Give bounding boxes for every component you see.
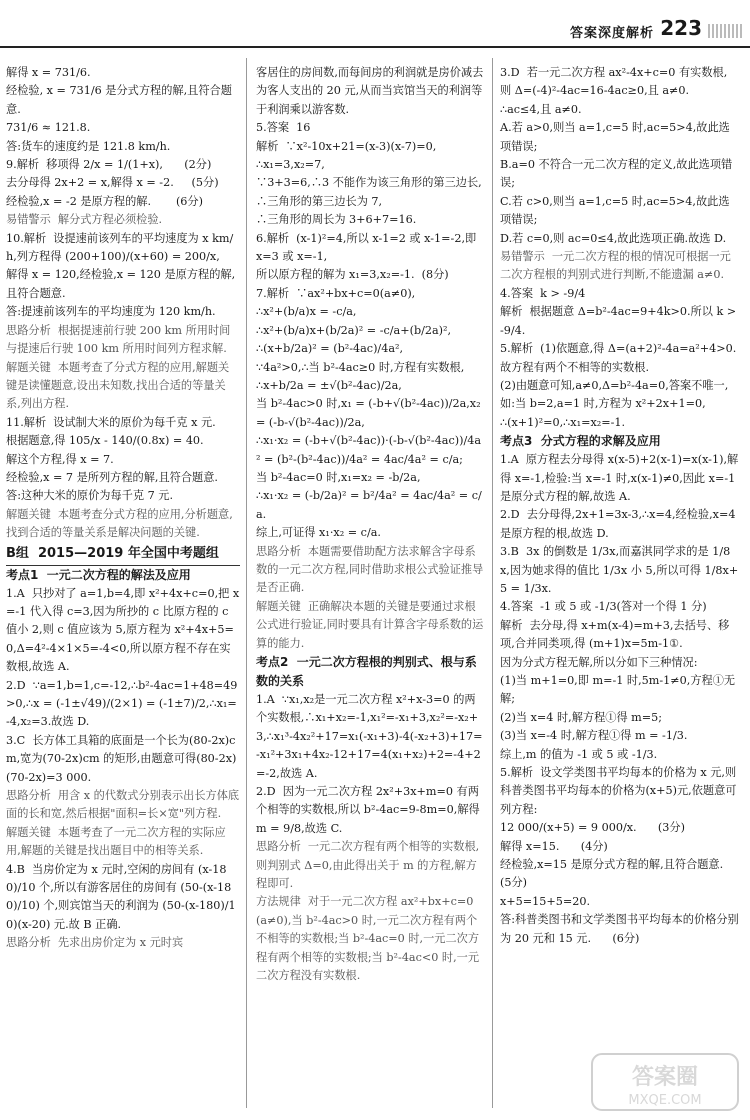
- text-line: 4.答案 k > -9/4: [500, 286, 586, 300]
- text-line: 综上,可证得 x₁·x₂ = c/a.: [256, 526, 381, 540]
- text-line: 2.D ∵a=1,b=1,c=-12,∴b²-4ac=1+48=49>0,∴x = (-1±√49)/(2×1) = (-1±7)/2,∴x₁=-4,x₂=3.故选 D.: [6, 678, 238, 729]
- text-line: ∴(x+b/2a)² = (b²-4ac)/4a²,: [256, 342, 404, 356]
- section-heading: 考点3 分式方程的求解及应用: [500, 434, 661, 449]
- column-left: [6, 64, 240, 953]
- text-line: 去分母得 2x+2 = x,解得 x = -2. (5分): [6, 176, 219, 190]
- text-line: 经检验,x=15 是原分式方程的解,且符合题意. (5分): [500, 858, 745, 890]
- text-line: 2.D 因为一元二次方程 2x²+3x+m=0 有两个相等的实数根,所以 b²-4ac=9-8m=0,解得 m = 9/8,故选 C.: [256, 785, 484, 835]
- text-line: ∴x₁·x₂ = (-b/2a)² = b²/4a² = 4ac/4a² = c/a.: [256, 489, 482, 521]
- text-line: B.a=0 不符合一元二次方程的定义,故此选项错误;: [500, 158, 733, 190]
- text-line: 6.解析 (x-1)²=4,所以 x-1=2 或 x-1=-2,即 x=3 或 x=-1,: [256, 231, 480, 264]
- text-line: 经检验,x = -2 是原方程的解. (6分): [6, 194, 203, 208]
- header-decoration: [708, 24, 742, 38]
- text-line: 答:提速前该列车的平均速度为 120 km/h.: [6, 305, 216, 319]
- text-line: ∴ac≤4,且 a≠0.: [500, 102, 582, 116]
- text-line: 10.解析 设提速前该列车的平均速度为 x km/h,列方程得 (200+100)/(x+60) = 200/x,: [6, 231, 234, 264]
- tip-box: 解题关键 本题考查了一元二次方程的实际应用,解题的关键是找出题目中的相等关系.: [6, 825, 226, 858]
- text-line: D.若 c=0,则 ac=0≤4,故此选项正确.故选 D.: [500, 231, 727, 245]
- text-line: ∵3+3=6,∴3 不能作为该三角形的第三边长,∴三角形的第三边长为 7,: [256, 176, 482, 208]
- text-line: 故方程有两个不相等的实数根.: [500, 360, 649, 374]
- text-line: 则 Δ=(-4)²-4ac=16-4ac≥0,且 a≠0.: [500, 84, 690, 98]
- text-line: 7.解析 ∵ax²+bx+c=0(a≠0),: [256, 286, 416, 300]
- tip-box: 易错警示 解分式方程必须检验.: [6, 213, 163, 227]
- text-line: 答:这种大米的原价为每千克 7 元.: [6, 489, 173, 503]
- text-line: 当 b²-4ac=0 时,x₁=x₂ = -b/2a,: [256, 470, 421, 484]
- text-line: A.若 a>0,则当 a=1,c=5 时,ac=5>4,故此选项错误;: [500, 121, 730, 153]
- text-line: (2)当 x=4 时,解方程①得 m=5;: [500, 710, 663, 724]
- column-right: [500, 64, 745, 948]
- text-line: 5.答案 16: [256, 121, 311, 135]
- text-line: 12 000/(x+5) = 9 000/x. (3分): [500, 821, 685, 835]
- text-line: 1.A 原方程去分母得 x(x-5)+2(x-1)=x(x-1),解得 x=-1,检验:当 x=-1 时,x(x-1)≠0,因此 x=-1 是原分式方程的解,故选 A.: [500, 453, 739, 503]
- tip-box: 思路分析 用含 x 的代数式分别表示出长方体底面的长和宽,然后根据"面积=长×宽"列方程.: [6, 789, 240, 821]
- tip-box: 解题关键 本题考查分式方程的应用,分析题意,找到合适的等量关系是解决问题的关键.: [6, 507, 233, 540]
- tip-box: 思路分析 一元二次方程有两个相等的实数根,则判别式 Δ=0,由此得出关于 m 的方程,解方程即可.: [256, 840, 480, 891]
- text-line: ∴三角形的周长为 3+6+7=16.: [256, 213, 417, 227]
- text-line: 所以原方程的解为 x₁=3,x₂=-1. (8分): [256, 268, 449, 282]
- text-line: 2.D 去分母得,2x+1=3x-3,∴x=4,经检验,x=4 是原方程的根,故选 D.: [500, 508, 739, 540]
- text-line: 3.D 若一元二次方程 ax²-4x+c=0 有实数根,: [500, 66, 728, 79]
- text-line: ∴x²+(b/a)x = -c/a,: [256, 305, 357, 319]
- text-line: (1)当 m+1=0,即 m=-1 时,5m-1≠0,方程①无解;: [500, 674, 736, 706]
- text-line: 3.C 长方体工具箱的底面是一个长为(80-2x)cm,宽为(70-2x)cm 的矩形,由题意可得(80-2x)(70-2x)=3 000.: [6, 733, 237, 784]
- text-line: 5.解析 设文学类图书平均每本的价格为 x 元,则科普类图书平均每本的价格为(x+5)元,依题意可列方程:: [500, 766, 737, 816]
- text-line: ∴x₁·x₂ = (-b+√(b²-4ac))·(-b-√(b²-4ac))/4a² = (b²-(b²-4ac))/4a² = 4ac/4a² = c/a;: [256, 434, 482, 466]
- text-line: ∵4a²>0,∴当 b²-4ac≥0 时,方程有实数根,: [256, 360, 465, 374]
- text-line: 因为分式方程无解,所以分如下三种情况:: [500, 655, 698, 669]
- text-line: 经检验, x = 731/6 是分式方程的解,且符合题意.: [6, 84, 232, 116]
- tip-box: 解题关键 正确解决本题的关键是要通过求根公式进行验证,同时要具有计算含字母系数的运算的能力.: [256, 599, 484, 650]
- text-line: 解析 去分母,得 x+m(x-4)=m+3,去括号、移项,合并同类项,得 (m+1)x=5m-1①.: [500, 618, 730, 651]
- text-line: 客居住的房间数,而每间房的利润就是房价减去为客人支出的 20 元,从而当宾馆当天的利润等于利润乘以游客数.: [256, 66, 484, 116]
- text-line: 5.解析 (1)依题意,得 Δ=(a+2)²-4a=a²+4>0.: [500, 342, 737, 356]
- group-heading: B组 2015—2019 年全国中考题组: [6, 543, 240, 566]
- text-line: C.若 c>0,则当 a=1,c=5 时,ac=5>4,故此选项错误;: [500, 194, 730, 227]
- column-middle: [256, 64, 484, 986]
- text-line: x+5=15+5=20.: [500, 894, 591, 908]
- column-divider: [492, 58, 493, 1108]
- text-line: 9.解析 移项得 2/x = 1/(1+x), (2分): [6, 158, 212, 172]
- tip-box: 易错警示 一元二次方程的根的情况可根据一元二次方程根的判别式进行判断,不能遗漏 a≠0.: [500, 250, 731, 282]
- section-heading: 考点2 一元二次方程根的判别式、根与系数的关系: [256, 655, 477, 688]
- tip-box: 思路分析 先求出房价定为 x 元时宾: [6, 936, 184, 950]
- text-line: ∴(x+1)²=0,∴x₁=x₂=-1.: [500, 415, 626, 429]
- text-line: 1.A 只抄对了 a=1,b=4,即 x²+4x+c=0,把 x=-1 代入得 c=3,因为所抄的 c 比原方程的 c 值小 2,则 c 值应该为 5,原方程为 x²+4x+5=0,Δ=4²-4×1×5=-4<0,所以原方程不存在实数根,故选 A.: [6, 586, 240, 674]
- text-line: 解得 x = 120,经检验,x = 120 是原方程的解,且符合题意.: [6, 268, 236, 300]
- text-line: 解析 根据题意 Δ=b²-4ac=9+4k>0.所以 k > -9/4.: [500, 305, 740, 337]
- text-line: 解这个方程,得 x = 7.: [6, 452, 114, 466]
- header-rule: [0, 46, 750, 48]
- page-header: [0, 0, 750, 50]
- text-line: (3)当 x=-4 时,解方程①得 m = -1/3.: [500, 729, 688, 743]
- text-line: 解得 x=15. (4分): [500, 839, 608, 853]
- page-number: 223: [660, 16, 702, 40]
- text-line: 答:科普类图书和文学类图书平均每本的价格分别为 20 元和 15 元. (6分): [500, 913, 739, 945]
- text-line: (2)由题意可知,a≠0,Δ=b²-4a=0,答案不唯一,如:当 b=2,a=1 时,方程为 x²+2x+1=0,: [500, 378, 729, 411]
- watermark-url: MXQE.COM: [628, 1093, 702, 1108]
- text-line: 根据题意,得 105/x - 140/(0.8x) = 40.: [6, 434, 204, 448]
- text-line: 解得 x = 731/6.: [6, 66, 91, 79]
- text-line: ∴x²+(b/a)x+(b/2a)² = -c/a+(b/2a)²,: [256, 323, 452, 337]
- tip-box: 思路分析 根据提速前行驶 200 km 所用时间与提速后行驶 100 km 所用时间列方程求解.: [6, 323, 231, 356]
- tip-box: 方法规律 对于一元二次方程 ax²+bx+c=0(a≠0),当 b²-4ac>0 时,一元二次方程有两个不相等的实数根;当 b²-4ac=0 时,一元二次方程有两个相等的实数根;当 b²-4ac<0 时,一元二次方程没有实数根.: [256, 895, 480, 983]
- text-line: 经检验,x = 7 是所列方程的解,且符合题意.: [6, 470, 218, 484]
- text-line: 综上,m 的值为 -1 或 5 或 -1/3.: [500, 747, 658, 761]
- text-line: 1.A ∵x₁,x₂是一元二次方程 x²+x-3=0 的两个实数根,∴x₁+x₂=-1,x₁²=-x₁+3,x₂²=-x₂+3,∴x₁³-4x₂²+17=x₁(-x₁+3)-4(-x₂+3)+17=-x₁²+3x₁+4x₂-12+17=4(x₁+x₂)+2=-4+2=-2,故选 A.: [256, 693, 483, 780]
- section-heading: 考点1 一元二次方程的解法及应用: [6, 567, 191, 582]
- text-line: ∴x+b/2a = ±√(b²-4ac)/2a,: [256, 378, 402, 392]
- text-line: 答:货车的速度约是 121.8 km/h.: [6, 139, 171, 153]
- text-line: 11.解析 设试制大米的原价为每千克 x 元.: [6, 415, 216, 429]
- watermark-text: 答案圈: [631, 1065, 699, 1090]
- text-line: 4.B 当房价定为 x 元时,空闲的房间有 (x-180)/10 个,所以有游客居住的房间有 (50-(x-180)/10) 个,则宾馆当天的利润为 (50-(x-180)/10)(x-20) 元.故 B 正确.: [6, 862, 236, 931]
- tip-box: 解题关键 本题考查了分式方程的应用,解题关键是读懂题意,设出未知数,找出合适的等量关系,列出方程.: [6, 360, 230, 411]
- watermark-logo: [590, 1052, 740, 1112]
- text-line: 当 b²-4ac>0 时,x₁ = (-b+√(b²-4ac))/2a,x₂ = (-b-√(b²-4ac))/2a,: [256, 397, 485, 429]
- text-line: 731/6 ≈ 121.8.: [6, 121, 91, 135]
- column-divider: [246, 58, 247, 1108]
- header-title: 答案深度解析: [569, 26, 654, 41]
- text-line: 4.答案 -1 或 5 或 -1/3(答对一个得 1 分): [500, 600, 707, 614]
- text-line: 3.B 3x 的倒数是 1/3x,而嘉淇同学求的是 1/8x,因为她求得的值比 1/3x 小 5,所以可得 1/8x+5 = 1/3x.: [500, 545, 739, 595]
- text-line: ∴x₁=3,x₂=7,: [256, 158, 325, 172]
- tip-box: 思路分析 本题需要借助配方法求解含字母系数的一元二次方程,同时借助求根公式验证推导是否正确.: [256, 544, 484, 595]
- text-line: 解析 ∵x²-10x+21=(x-3)(x-7)=0,: [256, 139, 437, 153]
